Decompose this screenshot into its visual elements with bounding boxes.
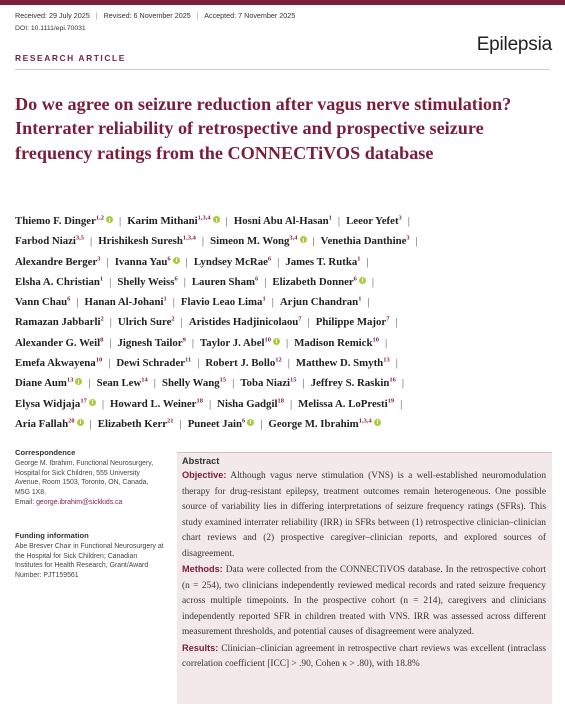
author-name[interactable]: Puneet Jain bbox=[187, 417, 242, 430]
methods-text: Data were collected from the CONNECTiVOS database. In the retrospective cohort (n = 254), two clinicians independently reviewed medical records and rated seizure frequency across multiple timepoints. In the prospective cohort (n = 214), caregivers and clinicians independently reported SFR in children treated with VNS. IRR was assessed across different measurement thresholds, and potential causes of disagreement were analyzed. bbox=[182, 565, 547, 637]
author-affiliation: 20 bbox=[68, 417, 75, 425]
author-affiliation: 1 bbox=[328, 214, 332, 222]
author-separator: | bbox=[225, 215, 228, 227]
author-separator: | bbox=[208, 397, 212, 410]
author-name[interactable]: Robert J. Bollo bbox=[205, 357, 276, 370]
author-affiliation: 11 bbox=[185, 356, 192, 364]
author-separator: | bbox=[271, 296, 274, 309]
journal-logo: Epilepsia bbox=[476, 34, 552, 55]
author-affiliation: 6 bbox=[254, 275, 259, 283]
author-list bbox=[15, 211, 553, 434]
objective-label: Objective: bbox=[182, 470, 227, 480]
author-name[interactable]: Diane Aum bbox=[15, 377, 67, 390]
author-name[interactable]: Elysa Widjaja bbox=[15, 397, 81, 410]
author-name[interactable]: Nisha Gadgil bbox=[217, 397, 278, 410]
author-affiliation: 1,2 bbox=[95, 214, 105, 222]
author-affiliation: 1 bbox=[262, 295, 266, 303]
author-name[interactable]: Jeffrey S. Raskin bbox=[310, 377, 390, 390]
author-affiliation: 6 bbox=[353, 275, 357, 283]
author-separator: | bbox=[415, 235, 418, 248]
author-name[interactable]: Karim Mithani bbox=[127, 215, 198, 227]
author-line bbox=[15, 211, 553, 231]
author-name[interactable]: Lyndsey McRae bbox=[193, 255, 268, 268]
author-affiliation: 1 bbox=[163, 295, 167, 303]
article-dates bbox=[15, 11, 295, 20]
orcid-icon[interactable] bbox=[106, 216, 113, 223]
abstract-heading: Abstract bbox=[182, 456, 220, 466]
author-affiliation: 2 bbox=[171, 315, 175, 323]
author-affiliation: 6 bbox=[267, 255, 272, 262]
author-separator: | bbox=[179, 417, 182, 430]
objective-text: Although vagus nerve stimulation (VNS) is a well-established neuromodulation therapy for drug-resistant epilepsy, treatment outcomes remain heterogeneous. One possible source of variability lies in differing interpretations of seizure frequency ratings (SFRs). This study examined interrater reliability (IRR) in SFRs between (1) retrospective clinician–clinician chart reviews and (2) prospective caregiver–clinician reports, and explored sources of disagreement. bbox=[182, 471, 547, 559]
article-title: Do we agree on seizure reduction after vagus nerve stimulation? Interrater reliability of retrospective and prospective seizure frequency ratings from the CONNECTiVOS database bbox=[15, 94, 512, 163]
email-link[interactable]: george.ibrahim@sickkids.ca bbox=[36, 498, 123, 506]
author-affiliation: 3,5 bbox=[75, 234, 85, 242]
author-separator: | bbox=[289, 397, 293, 410]
author-name[interactable]: Aristides Hadjinicolaou bbox=[188, 316, 299, 329]
author-separator: | bbox=[287, 357, 290, 370]
author-name[interactable]: Alexander G. Weil bbox=[15, 336, 101, 349]
section-divider bbox=[15, 69, 550, 70]
author-separator: | bbox=[307, 316, 310, 329]
author-affiliation: 1,3,4 bbox=[197, 214, 211, 222]
author-separator: | bbox=[109, 316, 112, 329]
author-affiliation: 6 bbox=[174, 275, 178, 283]
author-affiliation: 1 bbox=[99, 275, 104, 283]
results-text: Clinician–clinician agreement in retrospective chart reviews was excellent (intraclass correlation coefficient [ICC] > .90, Cohen κ > .80), with 18.8% bbox=[182, 643, 546, 669]
author-name[interactable]: Ivanna Yau bbox=[114, 255, 168, 268]
author-name[interactable]: Shelly Wang bbox=[161, 377, 220, 390]
author-affiliation: 13 bbox=[66, 376, 74, 384]
author-separator: | bbox=[108, 357, 111, 370]
author-separator: | bbox=[277, 255, 280, 268]
author-affiliation: 6 bbox=[167, 255, 171, 262]
author-separator: | bbox=[367, 296, 370, 309]
author-name[interactable]: Philippe Major bbox=[315, 316, 387, 329]
correspondence-block bbox=[15, 448, 165, 508]
author-name[interactable]: Madison Remick bbox=[294, 336, 373, 349]
author-name[interactable]: Jignesh Tailor bbox=[117, 336, 183, 349]
author-separator: | bbox=[371, 275, 375, 288]
author-affiliation: 10 bbox=[372, 336, 379, 344]
author-name[interactable]: Sean Lew bbox=[96, 377, 142, 390]
author-name[interactable]: Hosni Abu Al-Hasan bbox=[233, 215, 329, 227]
author-affiliation: 13 bbox=[383, 356, 390, 364]
author-separator: | bbox=[400, 397, 403, 410]
author-name[interactable]: Lauren Sham bbox=[191, 275, 255, 288]
author-name[interactable]: Leeor Yefet bbox=[346, 215, 399, 227]
author-affiliation: 7 bbox=[386, 315, 390, 323]
author-name[interactable]: Alexandre Berger bbox=[15, 255, 98, 268]
author-separator: | bbox=[119, 215, 122, 227]
author-name[interactable]: Hanan Al-Johani bbox=[84, 296, 164, 309]
orcid-icon[interactable] bbox=[359, 277, 366, 284]
author-name[interactable]: Melissa A. LoPresti bbox=[298, 397, 388, 410]
author-name[interactable]: Ramazan Jabbarli bbox=[15, 316, 101, 329]
author-separator: | bbox=[366, 255, 369, 268]
author-separator: | bbox=[232, 377, 235, 390]
author-affiliation: 1 bbox=[358, 295, 362, 303]
author-name[interactable]: Toba Niazi bbox=[240, 377, 291, 390]
author-separator: | bbox=[191, 336, 195, 349]
email-label: Email: bbox=[15, 498, 35, 506]
date-separator: | bbox=[196, 11, 199, 20]
author-affiliation: 14 bbox=[141, 376, 148, 384]
author-name[interactable]: Venethia Danthine bbox=[320, 235, 407, 248]
orcid-icon[interactable] bbox=[374, 419, 381, 426]
author-name[interactable]: Arjun Chandran bbox=[279, 296, 359, 309]
author-name[interactable]: James T. Rutka bbox=[285, 255, 358, 268]
correspondence-text bbox=[15, 459, 165, 508]
doi-link[interactable]: DOI: 10.1111/epi.70031 bbox=[15, 25, 86, 32]
author-line bbox=[15, 312, 553, 332]
author-name[interactable]: Howard L. Weiner bbox=[109, 397, 197, 410]
orcid-icon[interactable] bbox=[273, 338, 280, 345]
author-name[interactable]: Emefa Akwayena bbox=[15, 357, 96, 370]
author-name[interactable]: Flavio Leao Lima bbox=[180, 296, 263, 309]
orcid-icon[interactable] bbox=[77, 419, 84, 426]
author-name[interactable]: Farbod Niazi bbox=[15, 235, 76, 248]
author-line bbox=[15, 333, 553, 353]
author-affiliation: 6 bbox=[67, 295, 71, 303]
author-name[interactable]: Elizabeth Donner bbox=[272, 275, 354, 288]
author-separator: | bbox=[183, 275, 186, 288]
top-accent-bar bbox=[0, 0, 565, 5]
author-affiliation: 1,3,4 bbox=[358, 417, 372, 425]
author-name[interactable]: Elsha A. Christian bbox=[15, 275, 100, 288]
author-separator: | bbox=[90, 235, 93, 248]
section-label: RESEARCH ARTICLE bbox=[15, 53, 126, 63]
author-affiliation: 15 bbox=[290, 376, 297, 384]
funding-heading: Funding information bbox=[15, 531, 89, 540]
author-separator: | bbox=[286, 336, 289, 349]
author-line bbox=[15, 252, 553, 272]
author-line bbox=[15, 353, 553, 373]
orcid-icon[interactable] bbox=[213, 216, 220, 223]
author-separator: | bbox=[106, 255, 109, 268]
author-affiliation: 15 bbox=[219, 376, 227, 384]
author-separator: | bbox=[302, 377, 305, 390]
author-affiliation: 9 bbox=[182, 336, 186, 344]
author-line bbox=[15, 373, 553, 393]
author-separator: | bbox=[180, 316, 183, 329]
author-affiliation: 18 bbox=[277, 397, 284, 405]
author-affiliation: 18 bbox=[196, 397, 203, 405]
abstract-box bbox=[177, 452, 552, 704]
author-affiliation: 19 bbox=[387, 397, 395, 405]
author-separator: | bbox=[395, 316, 398, 329]
orcid-icon[interactable] bbox=[89, 399, 96, 406]
author-affiliation: 8 bbox=[100, 336, 104, 344]
received-date: Received: 29 July 2025 bbox=[15, 11, 90, 20]
author-name[interactable]: Shelly Weiss bbox=[117, 275, 175, 288]
author-line bbox=[15, 414, 553, 434]
author-affiliation: 1 bbox=[357, 255, 361, 262]
author-separator: | bbox=[337, 215, 341, 227]
author-separator: | bbox=[88, 377, 91, 390]
author-name[interactable]: Ulrich Sure bbox=[117, 316, 172, 329]
author-line bbox=[15, 292, 553, 312]
author-name[interactable]: Vann Chau bbox=[15, 296, 68, 309]
revised-date: Revised: 6 November 2025 bbox=[103, 11, 191, 20]
author-separator: | bbox=[185, 255, 188, 268]
author-affiliation: 3 bbox=[406, 234, 410, 242]
author-separator: | bbox=[407, 215, 410, 227]
funding-block bbox=[15, 531, 165, 581]
abstract-body bbox=[182, 468, 546, 673]
author-name[interactable]: Thiemo F. Dinger bbox=[15, 215, 96, 227]
author-separator: | bbox=[153, 377, 156, 390]
author-name[interactable]: Hrishikesh Suresh bbox=[98, 235, 183, 248]
funding-text: Abe Bresver Chair in Functional Neurosurgery at the Hospital for Sick Children; Canadian Institutes for Health Research, Grant/Award Number: PJT159561 bbox=[15, 543, 164, 580]
author-line bbox=[15, 394, 553, 414]
correspondence-heading: Correspondence bbox=[15, 448, 76, 457]
author-name[interactable]: Aria Fallah bbox=[15, 417, 69, 430]
author-separator: | bbox=[264, 275, 267, 288]
author-affiliation: 1,3,4 bbox=[182, 234, 196, 242]
author-separator: | bbox=[76, 296, 79, 309]
author-affiliation: 21 bbox=[167, 417, 174, 425]
author-separator: | bbox=[89, 417, 92, 430]
date-separator: | bbox=[95, 11, 98, 20]
author-name[interactable]: Taylor J. Abel bbox=[200, 336, 265, 349]
orcid-icon[interactable] bbox=[75, 378, 82, 385]
author-line bbox=[15, 272, 553, 292]
author-separator: | bbox=[101, 397, 104, 410]
author-name[interactable]: Matthew D. Smyth bbox=[295, 357, 384, 370]
author-separator: | bbox=[197, 357, 200, 370]
author-separator: | bbox=[401, 377, 405, 390]
author-affiliation: 3,4 bbox=[289, 234, 298, 242]
orcid-icon[interactable] bbox=[247, 419, 254, 426]
orcid-icon[interactable] bbox=[173, 257, 180, 264]
author-separator: | bbox=[395, 357, 398, 370]
author-separator: | bbox=[172, 296, 175, 309]
orcid-icon[interactable] bbox=[300, 236, 307, 243]
accepted-date: Accepted: 7 November 2025 bbox=[204, 11, 296, 20]
author-affiliation: 3 bbox=[97, 255, 101, 262]
author-affiliation: 10 bbox=[264, 336, 272, 344]
author-line bbox=[15, 231, 553, 251]
author-name[interactable]: Simeon M. Wong bbox=[210, 235, 290, 248]
author-name[interactable]: Dewi Schrader bbox=[116, 357, 186, 370]
author-affiliation: 16 bbox=[389, 376, 396, 384]
author-name[interactable]: Elizabeth Kerr bbox=[97, 417, 168, 430]
author-affiliation: 2 bbox=[100, 315, 104, 323]
author-separator: | bbox=[201, 235, 205, 248]
author-affiliation: 3 bbox=[398, 214, 402, 222]
author-affiliation: 17 bbox=[80, 397, 87, 405]
author-separator: | bbox=[109, 275, 112, 288]
results-label: Results: bbox=[182, 642, 219, 653]
correspondence-address: George M. Ibrahim, Functional Neurosurgery, Hospital for Sick Children, 555 University Avenue, Room 1503, Toronto, ON, Canada, M5G 1X8. bbox=[15, 460, 154, 497]
author-name[interactable]: George M. Ibrahim bbox=[268, 417, 359, 430]
author-separator: | bbox=[109, 336, 112, 349]
author-affiliation: 10 bbox=[95, 356, 103, 364]
author-affiliation: 7 bbox=[298, 315, 302, 323]
author-separator: | bbox=[260, 417, 263, 430]
author-separator: | bbox=[384, 336, 388, 349]
author-affiliation: 6 bbox=[242, 417, 246, 425]
methods-label: Methods: bbox=[182, 564, 223, 574]
author-affiliation: 12 bbox=[275, 356, 282, 364]
author-separator: | bbox=[312, 235, 315, 248]
